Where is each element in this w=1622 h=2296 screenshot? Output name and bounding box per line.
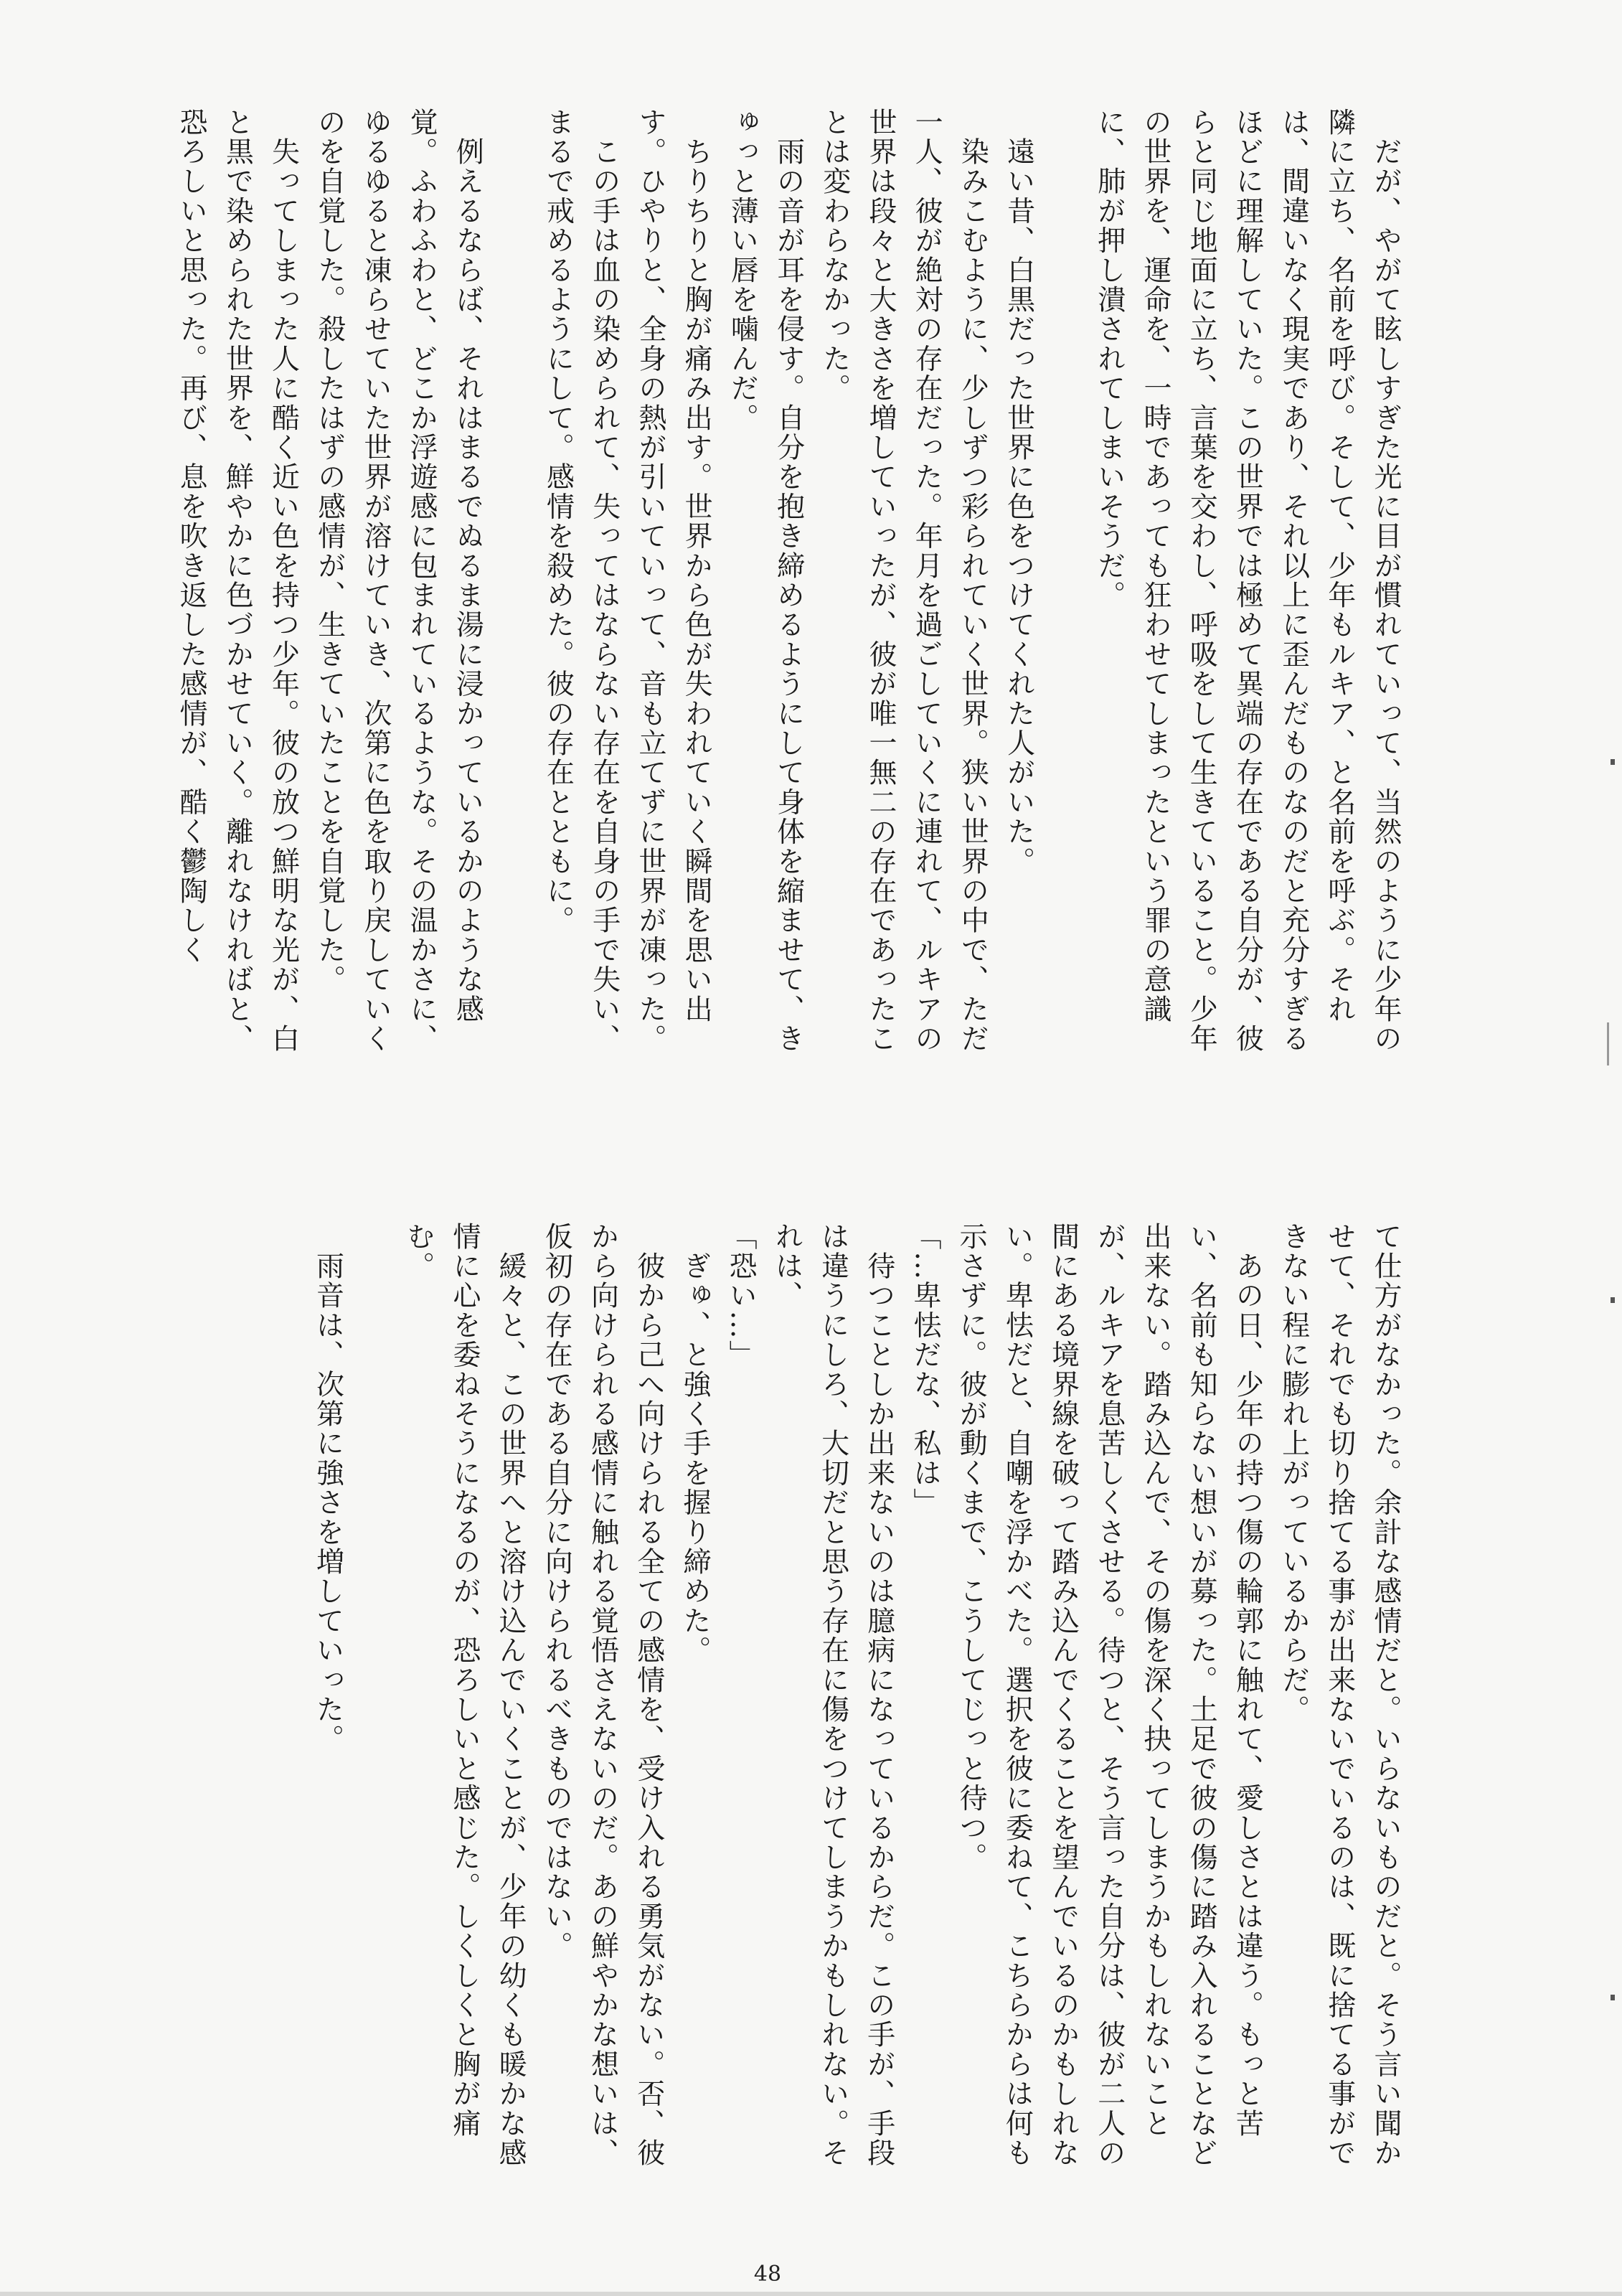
paragraph: 緩々と、この世界へと溶け込んでいくことが、少年の幼くも暖かな感情に心を委ねそうになるのが、恐ろしいと感じた。しくしくと胸が痛む。 [402, 1222, 527, 2168]
paragraph: 例えるならば、それはまるでぬるま湯に浸かっているかのような感覚。ふわふわと、どこか浮遊感に包まれているような。その温かさに、ゆるゆると凍らせていた世界が溶けていき、次第に色を取り戻していくのを自覚した。殺したはずの感情が、生きていたことを自覚した。 [313, 108, 484, 1054]
section-break [351, 1222, 395, 2187]
paragraph: だが、やがて眩しすぎた光に目が慣れていって、当然のように少年の隣に立ち、名前を呼び。そして、少年もルキア、と名前を呼ぶ。それは、間違いなく現実であり、それ以上に歪んだものなのだと充分すぎるほどに理解していた。この世界では極めて異端の存在である自分が、彼らと同じ地面に立ち、言葉を交わし、呼吸をして生きていること。少年の世界を、運命を、一時であっても狂わせてしまったという罪の意識に、肺が押し潰されてしまいそうだ。 [1093, 108, 1402, 1054]
page-number: 48 [753, 2262, 782, 2287]
paragraph: ぎゅ、と強く手を握り締めた。 [678, 1222, 711, 1665]
paragraph: 失ってしまった人に酷く近い色を持つ少年。彼の放つ鮮明な光が、白と黒で染められた世界を、鮮やかに色づかせていく。離れなければと、恐ろしいと思った。再び、息を吹き返した感情が、酷く鬱陶しく [175, 108, 300, 1054]
paragraph: 待つことしか出来ないのは臆病になっているからだ。この手が、手段は違うにしろ、大切だと思う存在に傷をつけてしまうかもしれない。それは、 [770, 1222, 895, 2168]
lower-text-block [311, 1222, 1408, 2187]
scan-edge-mark [1611, 1297, 1615, 1303]
paragraph: 遠い昔、白黒だった世界に色をつけてくれた人がいた。 [1002, 108, 1035, 877]
paragraph: 彼から己へ向けられる全ての感情を、受け入れる勇気がない。否、彼から向けられる感情に触れる覚悟さえないのだ。あの鮮やかな想いは、仮初の存在である自分に向けられるべきものではない。 [540, 1222, 665, 2168]
paragraph: この手は血の染められて、失ってはならない存在を自身の手で失い、まるで戒めるようにして。感情を殺めた。彼の存在とともに。 [542, 108, 621, 1054]
paragraph: 染みこむように、少しずつ彩られていく世界。狭い世界の中で、ただ一人、彼が絶対の存在だった。年月を過ごしていくに連れて、ルキアの世界は段々と大きさを増していったが、彼が唯一無二の存在であったことは変わらなかった。 [818, 108, 989, 1054]
upper-text-block [161, 108, 1408, 1073]
scan-edge-mark [1611, 1995, 1615, 2000]
paragraph: ちりちりと胸が痛み出す。世界から色が失われていく瞬間を思い出す。ひやりと、全身の熱が引いていって、音も立てずに世界が凍った。 [633, 108, 713, 1054]
section-break [1042, 108, 1086, 1073]
dialogue-line: 「恐い…」 [725, 1222, 758, 1370]
scan-bottom-edge [0, 2292, 1622, 2296]
paragraph: 雨音は、次第に強さを増していった。 [311, 1222, 344, 1754]
paragraph: て仕方がなかった。余計な感情だと。いらないものだと。そう言い聞かせて、それでも切り捨てる事が出来ないでいるのは、既に捨てる事ができない程に膨れ上がっているからだ。 [1277, 1222, 1402, 2168]
scan-edge-mark [1607, 1022, 1609, 1065]
scan-edge-mark [1611, 759, 1615, 765]
dialogue-line: 「…卑怯だな、私は」 [908, 1222, 941, 1518]
paragraph: あの日、少年の持つ傷の輪郭に触れて、愛しさとは違う。もっと苦い、名前も知らない想いが募った。土足で彼の傷に踏み入れることなど出来ない。踏み込んで、その傷を深く抉ってしまうかもしれないことが、ルキアを息苦しくさせる。待つと、そう言った自分は、彼が二人の間にある境界線を破って踏み込んでくることを望んでいるのかもしれない。卑怯だと、自嘲を浮かべた。選択を彼に委ねて、こちらからは何も示さずに。彼が動くまで、こうしてじっと待つ。 [955, 1222, 1264, 2168]
paragraph: 雨の音が耳を侵す。自分を抱き締めるようにして身体を縮ませて、きゅっと薄い唇を噛んだ。 [726, 108, 805, 1054]
section-break [490, 108, 534, 1073]
